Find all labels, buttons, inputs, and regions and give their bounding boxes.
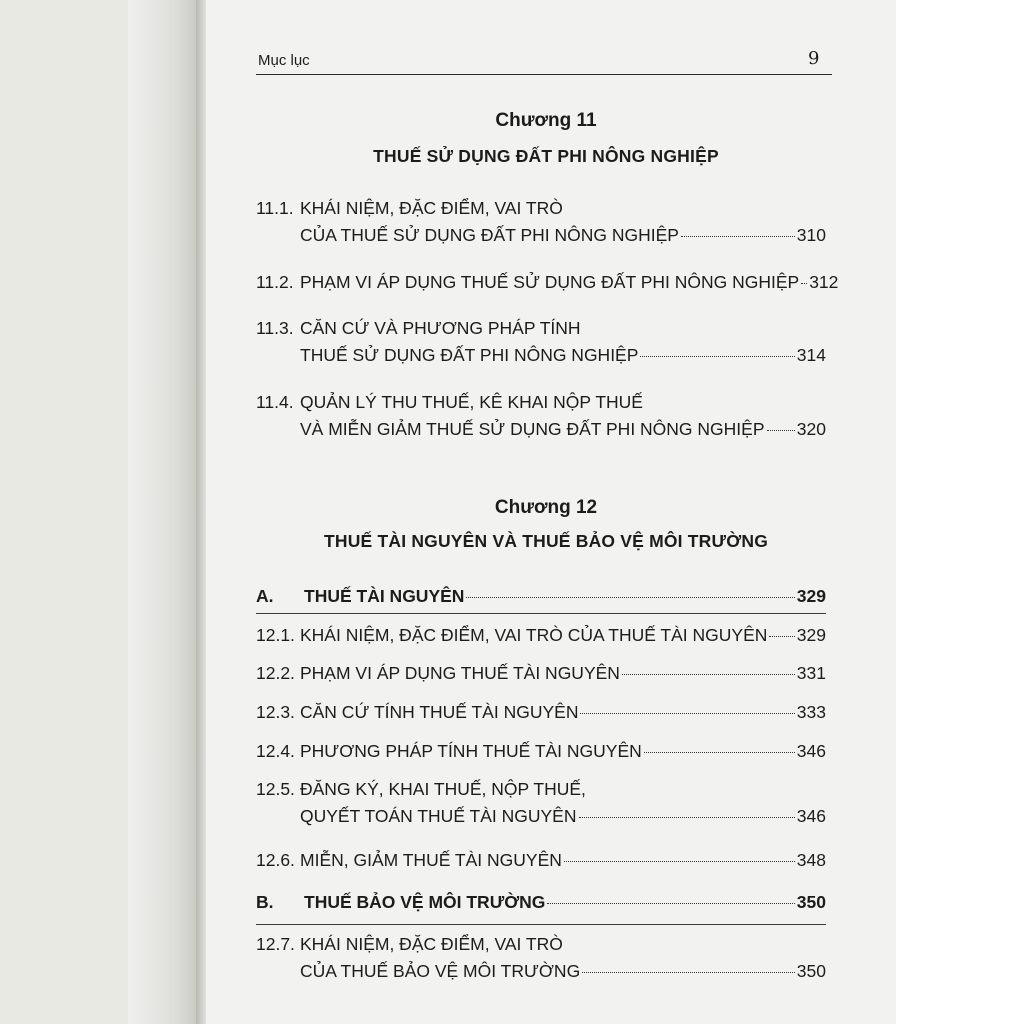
toc-entry[interactable]	[256, 198, 826, 252]
toc-entry-title: THUẾ BẢO VỆ MÔI TRƯỜNG	[304, 892, 546, 912]
toc-entry[interactable]	[256, 663, 826, 690]
toc-entry[interactable]	[256, 272, 839, 299]
dot-leader	[582, 972, 795, 973]
toc-entry-line	[300, 663, 826, 690]
toc-section-entry[interactable]	[256, 586, 826, 613]
toc-entry-title: CỦA THUẾ BẢO VỆ MÔI TRƯỜNG	[300, 961, 581, 981]
toc-entry-title: KHÁI NIỆM, ĐẶC ĐIỂM, VAI TRÒ	[300, 198, 563, 218]
dot-leader	[767, 430, 795, 431]
toc-entry[interactable]	[256, 318, 826, 372]
toc-entry-body	[300, 392, 826, 446]
toc-entry-line	[304, 892, 826, 919]
toc-entry[interactable]	[256, 741, 826, 768]
toc-entry[interactable]	[256, 934, 826, 988]
chapter-title: THUẾ TÀI NGUYÊN VÀ THUẾ BẢO VỆ MÔI TRƯỜNG	[323, 531, 769, 551]
toc-entry-line	[300, 934, 826, 961]
toc-entry-page: 346	[796, 806, 826, 826]
toc-entry-body	[300, 741, 826, 768]
toc-entry-page: 350	[796, 892, 826, 912]
toc-entry-body	[300, 850, 826, 877]
toc-entry-title: QUẢN LÝ THU THUẾ, KÊ KHAI NỘP THUẾ	[300, 392, 643, 412]
toc-entry-title: VÀ MIỄN GIẢM THUẾ SỬ DỤNG ĐẤT PHI NÔNG NGHIỆP	[300, 419, 765, 439]
running-header-title: Mục lục	[258, 52, 310, 69]
toc-entry-page: 329	[796, 625, 826, 645]
toc-entry-title: KHÁI NIỆM, ĐẶC ĐIỂM, VAI TRÒ	[300, 934, 563, 954]
toc-entry-title: MIỄN, GIẢM THUẾ TÀI NGUYÊN	[300, 850, 562, 870]
toc-entry-body	[300, 272, 839, 299]
dot-leader	[644, 752, 795, 753]
toc-entry-line	[300, 741, 826, 768]
dot-leader	[466, 597, 794, 598]
chapter-title: THUẾ SỬ DỤNG ĐẤT PHI NÔNG NGHIỆP	[373, 146, 719, 166]
toc-entry-title: CĂN CỨ VÀ PHƯƠNG PHÁP TÍNH	[300, 318, 581, 338]
toc-entry[interactable]	[256, 625, 826, 652]
toc-entry-number: 11.2.	[256, 272, 294, 292]
toc-entry-line	[300, 702, 826, 729]
toc-entry-number: 12.1.	[256, 625, 295, 645]
toc-entry-number: A.	[256, 586, 274, 606]
toc-entry-page: 310	[796, 225, 826, 245]
toc-entry-page: 329	[796, 586, 826, 606]
toc-entry-title: THUẾ TÀI NGUYÊN	[304, 586, 465, 606]
background-edge	[896, 0, 1024, 1024]
header-rule	[256, 74, 832, 75]
toc-entry-number: 12.5.	[256, 779, 295, 799]
toc-entry-line	[300, 198, 826, 225]
toc-entry-number: 12.6.	[256, 850, 295, 870]
toc-entry-body	[300, 198, 826, 252]
toc-entry-page: 348	[796, 850, 826, 870]
chapter-number: Chương 12	[494, 497, 598, 518]
dot-leader	[681, 236, 795, 237]
toc-entry-number: 12.2.	[256, 663, 295, 683]
toc-entry-title: THUẾ SỬ DỤNG ĐẤT PHI NÔNG NGHIỆP	[300, 345, 639, 365]
toc-entry[interactable]	[256, 702, 826, 729]
toc-entry-page: 350	[796, 961, 826, 981]
toc-entry-line	[300, 345, 826, 372]
toc-section-entry[interactable]	[256, 892, 826, 919]
dot-leader	[622, 674, 795, 675]
dot-leader	[564, 861, 795, 862]
toc-entry-line	[300, 806, 826, 833]
dot-leader	[547, 903, 794, 904]
dot-leader	[769, 636, 794, 637]
toc-entry-number: 12.4.	[256, 741, 295, 761]
toc-entry-title: PHẠM VI ÁP DỤNG THUẾ SỬ DỤNG ĐẤT PHI NÔNG NGHIỆP	[300, 272, 800, 292]
toc-entry-line	[300, 392, 826, 419]
toc-entry-page: 314	[796, 345, 826, 365]
toc-entry-line	[300, 850, 826, 877]
chapter-number: Chương 11	[495, 110, 597, 131]
toc-entry-number: 11.1.	[256, 198, 294, 218]
toc-entry-body	[300, 663, 826, 690]
toc-entry-title: KHÁI NIỆM, ĐẶC ĐIỂM, VAI TRÒ CỦA THUẾ TÀI NGUYÊN	[300, 625, 768, 645]
dot-leader	[580, 713, 794, 714]
dot-leader	[801, 283, 807, 284]
running-header-page-number: 9	[808, 48, 820, 69]
toc-entry-line	[300, 225, 826, 252]
toc-entry-body	[300, 779, 826, 833]
toc-entry[interactable]	[256, 392, 826, 446]
toc-entry-title: PHẠM VI ÁP DỤNG THUẾ TÀI NGUYÊN	[300, 663, 620, 683]
toc-entry-line	[300, 961, 826, 988]
toc-entry-line	[300, 318, 826, 345]
toc-entry-line	[300, 625, 826, 652]
toc-entry-title: PHƯƠNG PHÁP TÍNH THUẾ TÀI NGUYÊN	[300, 741, 642, 761]
toc-entry-body	[300, 625, 826, 652]
left-page-edge	[128, 0, 198, 1024]
toc-entry-body	[300, 702, 826, 729]
toc-entry-number: 12.3.	[256, 702, 295, 722]
toc-entry-page: 312	[809, 272, 839, 292]
toc-entry-body	[300, 934, 826, 988]
toc-entry-number: 11.4.	[256, 392, 294, 412]
toc-entry-line	[300, 419, 826, 446]
dot-leader	[640, 356, 794, 357]
toc-entry-line	[304, 586, 826, 613]
toc-entry-title: QUYẾT TOÁN THUẾ TÀI NGUYÊN	[300, 806, 577, 826]
toc-entry-page: 333	[796, 702, 826, 722]
toc-entry-body	[304, 892, 826, 919]
toc-entry-page: 320	[796, 419, 826, 439]
toc-entry-title: CĂN CỨ TÍNH THUẾ TÀI NGUYÊN	[300, 702, 579, 722]
toc-entry-title: CỦA THUẾ SỬ DỤNG ĐẤT PHI NÔNG NGHIỆP	[300, 225, 679, 245]
toc-entry-line	[300, 272, 839, 299]
toc-entry-number: 11.3.	[256, 318, 294, 338]
toc-entry-body	[304, 586, 826, 613]
toc-entry[interactable]	[256, 779, 826, 833]
section-rule	[256, 924, 826, 925]
toc-entry-page: 346	[796, 741, 826, 761]
toc-entry-number: B.	[256, 892, 274, 912]
toc-entry-number: 12.7.	[256, 934, 295, 954]
toc-entry-line	[300, 779, 826, 806]
toc-entry[interactable]	[256, 850, 826, 877]
section-rule	[256, 613, 826, 614]
toc-entry-page: 331	[796, 663, 826, 683]
dot-leader	[579, 817, 795, 818]
toc-entry-body	[300, 318, 826, 372]
toc-entry-title: ĐĂNG KÝ, KHAI THUẾ, NỘP THUẾ,	[300, 779, 586, 799]
